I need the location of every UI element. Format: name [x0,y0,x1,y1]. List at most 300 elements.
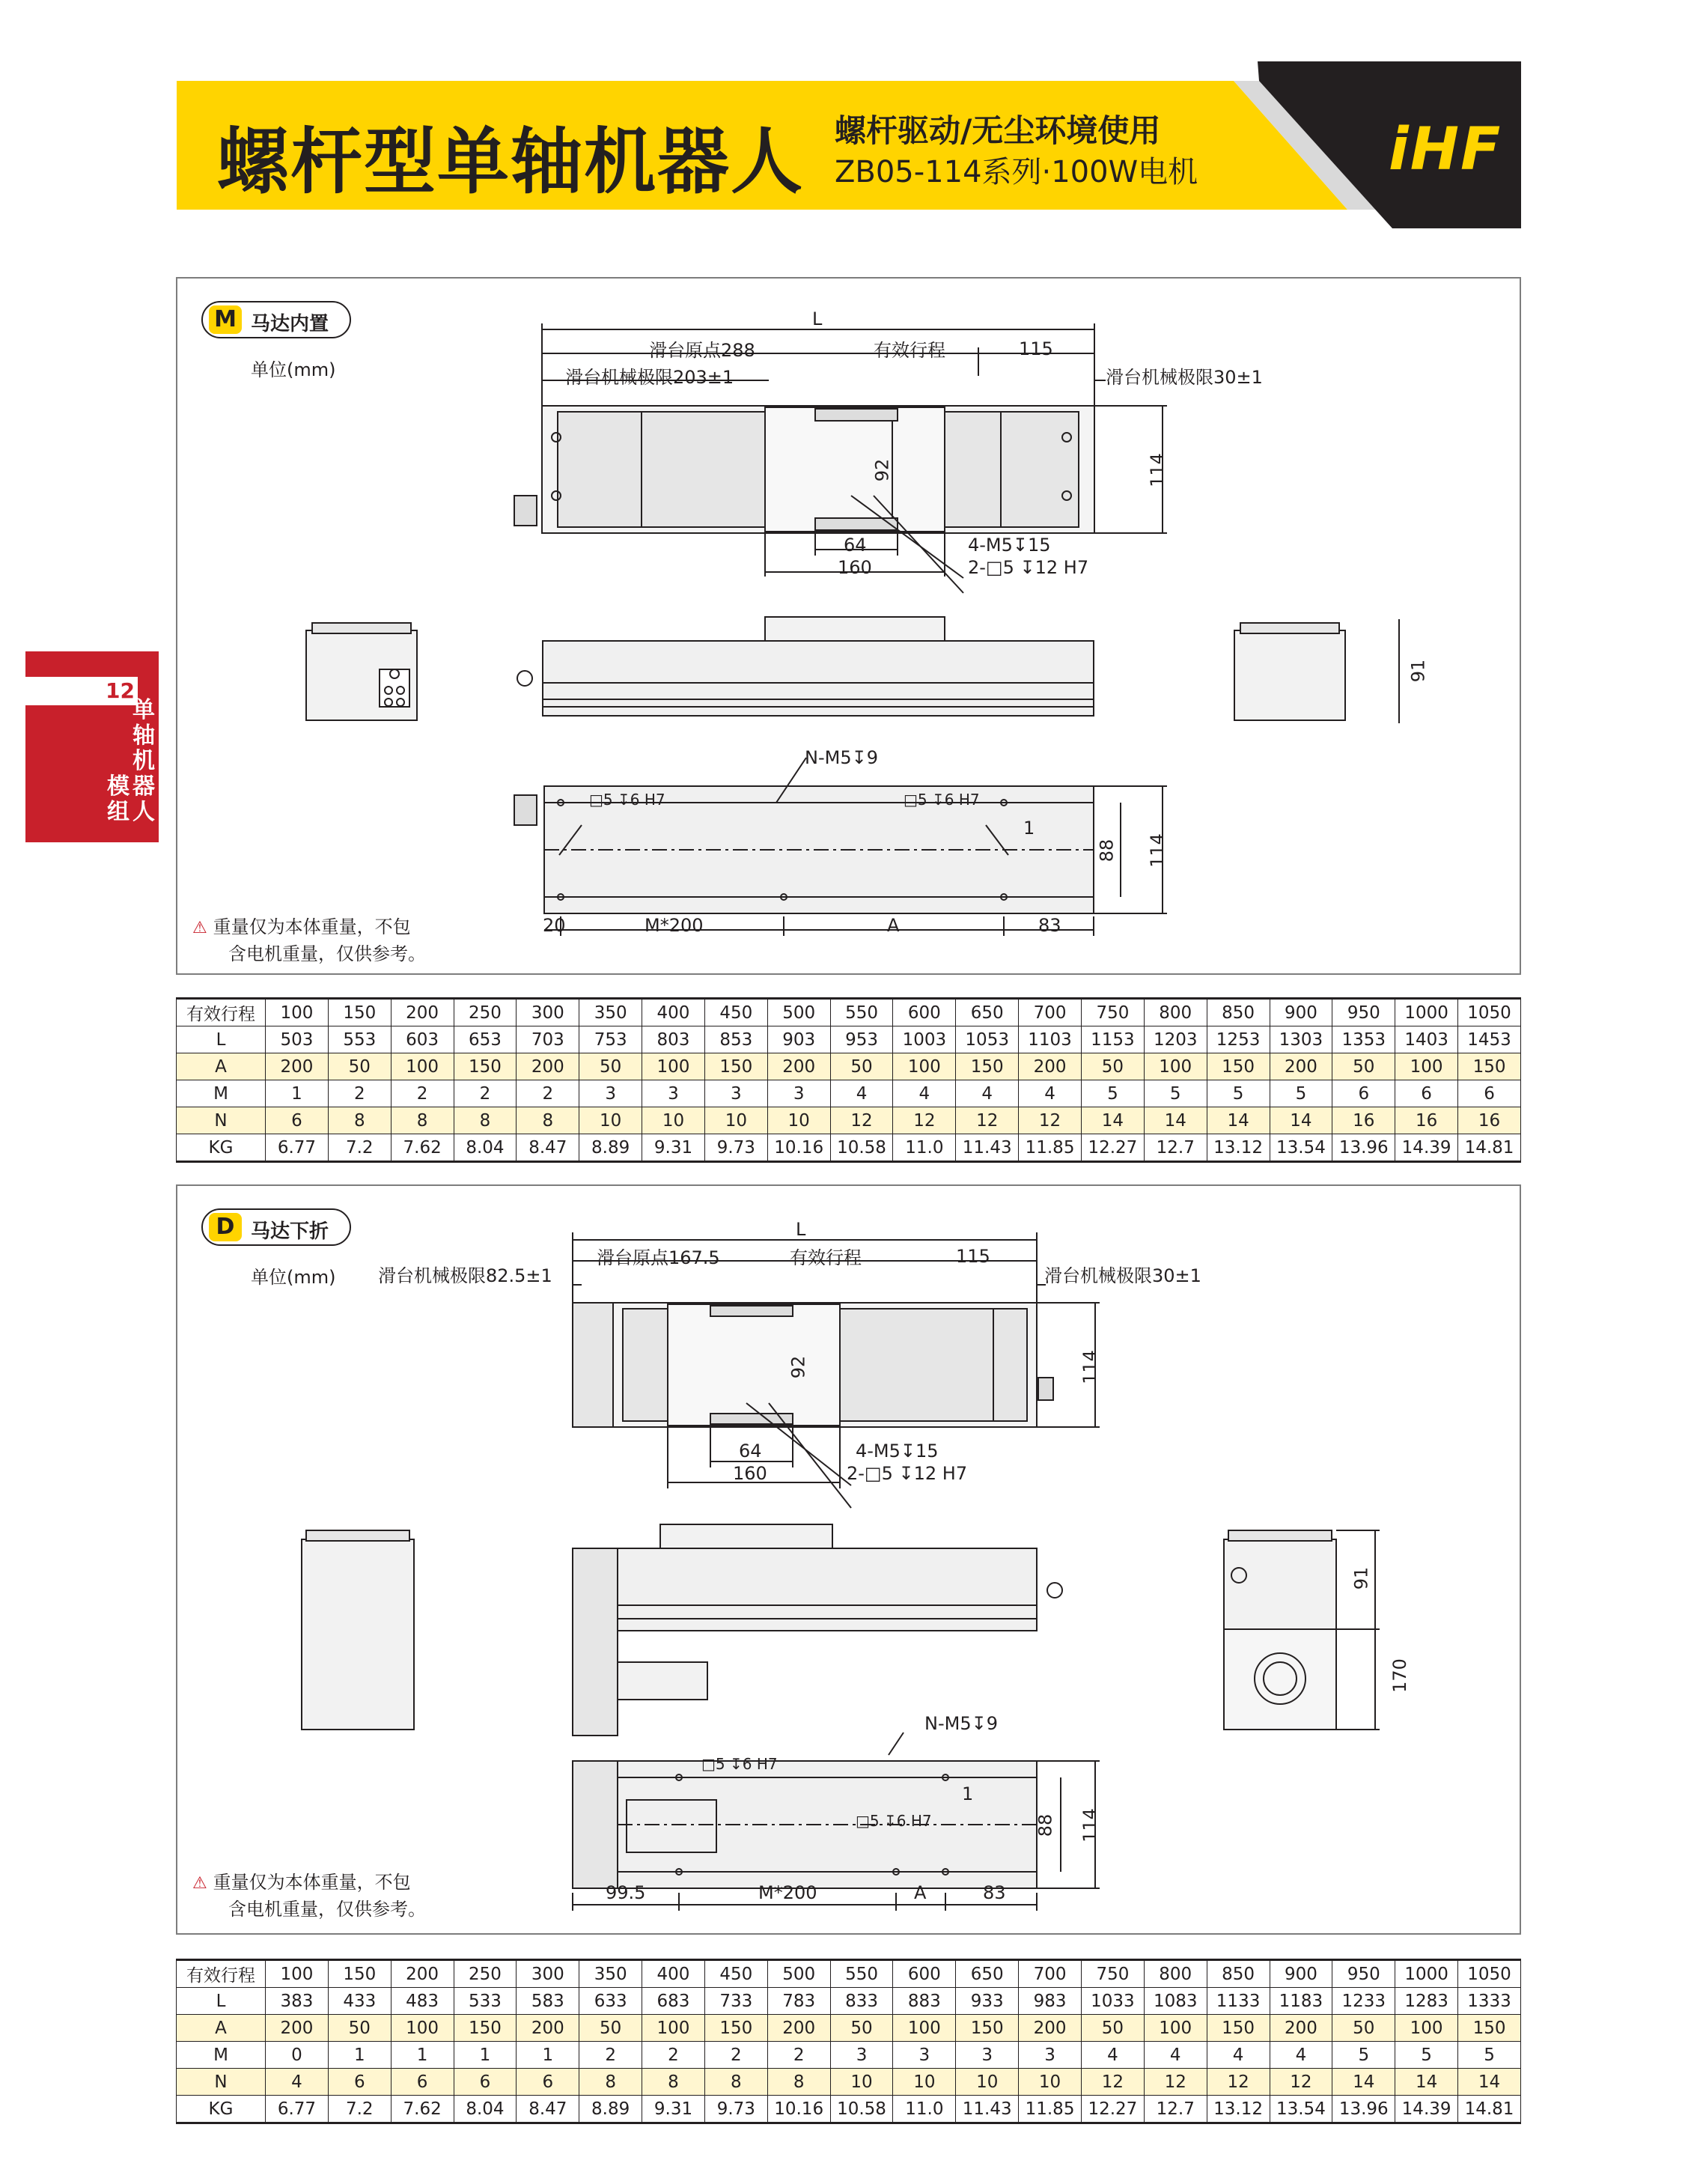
table-cell: 8 [391,1107,454,1134]
dim-160: 160 [733,1463,767,1484]
table-cell: 800 [1144,999,1207,1026]
table-cell: 2 [328,1080,391,1107]
dim-pin2: □5 ↧6 H7 [904,791,980,809]
table-cell: 500 [767,1960,830,1988]
dim-mech-right: 滑台机械极限30±1 [1044,1265,1201,1286]
dim-114: 114 [1079,1350,1100,1384]
dim-64: 64 [844,535,867,556]
table-cell: 6 [328,2069,391,2096]
table-cell: 13.96 [1332,1134,1395,1162]
dim-170: 170 [1389,1658,1410,1693]
table-cell: 2 [767,2042,830,2069]
table-cell: 100 [1395,2015,1458,2042]
table-cell: 3 [893,2042,956,2069]
table-cell: 8.04 [454,1134,517,1162]
table-cell: 2 [642,2042,705,2069]
table-cell: 100 [391,2015,454,2042]
table-cell: 8.89 [579,1134,642,1162]
table-cell: 100 [1395,1053,1458,1080]
table-cell: 150 [454,1053,517,1080]
dim-64: 64 [739,1441,762,1461]
table-cell: 633 [579,1988,642,2015]
table-cell: 1283 [1395,1988,1458,2015]
row-header: 有效行程 [177,999,266,1026]
table-cell: 14 [1144,1107,1207,1134]
row-header: M [177,2042,266,2069]
table-cell: 550 [830,1960,893,1988]
table-cell: 6 [1458,1080,1521,1107]
dim-99-5: 99.5 [606,1882,646,1903]
dim-pin1: □5 ↧6 H7 [589,791,665,809]
dim-stroke: 有效行程 [874,340,945,361]
table-cell: 150 [328,999,391,1026]
table-cell: 150 [454,2015,517,2042]
table-cell: 2 [517,1080,579,1107]
table-cell: 14 [1395,2069,1458,2096]
table-cell: 12.7 [1144,2096,1207,2123]
badge-label: 马达下折 [251,1220,329,1243]
table-cell: 1453 [1458,1026,1521,1053]
badge-letter: M [209,305,242,334]
table-cell: 6.77 [266,2096,329,2123]
table-cell: 700 [1019,999,1082,1026]
table-cell: 13.12 [1207,1134,1270,1162]
table-cell: 1333 [1458,1988,1521,2015]
table-cell: 383 [266,1988,329,2015]
table-row [177,999,1521,1026]
table-cell: 4 [266,2069,329,2096]
table-cell: 250 [454,1960,517,1988]
table-cell: 16 [1332,1107,1395,1134]
dim-115: 115 [956,1246,990,1267]
bottom-view [514,758,1167,936]
table-cell: 850 [1207,1960,1270,1988]
table-cell: 10 [579,1107,642,1134]
table-cell: 11.85 [1019,1134,1082,1162]
table-cell: 3 [704,1080,767,1107]
dim-1: 1 [962,1783,974,1804]
table-cell: 583 [517,1988,579,2015]
table-cell: 950 [1332,1960,1395,1988]
table-cell: 4 [1207,2042,1270,2069]
table-cell: 1003 [893,1026,956,1053]
dim-A: A [887,915,900,936]
table-cell: 12 [1144,2069,1207,2096]
table-cell: 350 [579,999,642,1026]
table-cell: 8 [454,1107,517,1134]
table-cell: 150 [1207,1053,1270,1080]
table-cell: 12 [956,1107,1019,1134]
table-cell: 250 [454,999,517,1026]
table-cell: 10.16 [767,2096,830,2123]
table-cell: 50 [328,1053,391,1080]
table-cell: 50 [1081,1053,1144,1080]
table-cell: 2 [704,2042,767,2069]
dim-L: L [796,1219,806,1240]
dim-114b: 114 [1079,1808,1100,1843]
table-row [177,1988,1521,2015]
table-cell: 50 [328,2015,391,2042]
chapter-tab [25,651,159,842]
dim-160: 160 [838,557,872,578]
table-cell: 14 [1332,2069,1395,2096]
table-cell: 1050 [1458,999,1521,1026]
table-cell: 3 [642,1080,705,1107]
table-cell: 8 [579,2069,642,2096]
table-cell: 9.31 [642,1134,705,1162]
dim-20: 20 [543,915,566,936]
row-header: 有效行程 [177,1960,266,1988]
table-cell: 4 [956,1080,1019,1107]
table-cell: 50 [579,2015,642,2042]
table-cell: 7.62 [391,2096,454,2123]
table-cell: 14 [1207,1107,1270,1134]
dim-nm5: N-M5↧9 [805,747,878,768]
table-cell: 10 [1019,2069,1082,2096]
dim-91: 91 [1407,659,1429,683]
table-cell: 150 [1207,2015,1270,2042]
dim-mech-left: 滑台机械极限82.5±1 [378,1265,552,1286]
table-cell: 783 [767,1988,830,2015]
table-cell: 1 [454,2042,517,2069]
table-cell: 400 [642,999,705,1026]
table-cell: 753 [579,1026,642,1053]
table-row [177,1134,1521,1162]
table-cell: 4 [830,1080,893,1107]
badge-label: 马达内置 [251,313,329,335]
table-cell: 1 [391,2042,454,2069]
note-line-1: 重量仅为本体重量，不包 [213,1872,411,1893]
table-cell: 16 [1458,1107,1521,1134]
table-cell: 650 [956,999,1019,1026]
table-cell: 1053 [956,1026,1019,1053]
badge-letter: D [209,1213,242,1241]
table-cell: 7.2 [328,2096,391,2123]
table-cell: 100 [391,1053,454,1080]
page-header [0,0,1697,247]
table-cell: 16 [1395,1107,1458,1134]
section-d-drawing [177,1186,1520,1933]
section-m-drawing [177,279,1520,973]
dim-114: 114 [1146,453,1168,487]
table-cell: 13.54 [1270,2096,1332,2123]
table-cell: 50 [1332,2015,1395,2042]
table-cell: 100 [1144,1053,1207,1080]
table-cell: 850 [1207,999,1270,1026]
table-cell: 550 [830,999,893,1026]
table-cell: 12.27 [1081,1134,1144,1162]
table-cell: 12.7 [1144,1134,1207,1162]
table-cell: 150 [956,1053,1019,1080]
table-cell: 7.62 [391,1134,454,1162]
table-cell: 803 [642,1026,705,1053]
side-view [517,617,1094,716]
table-cell: 14 [1458,2069,1521,2096]
table-cell: 3 [1019,2042,1082,2069]
note-line-2: 含电机重量，仅供参考。 [228,943,426,964]
table-cell: 1183 [1270,1988,1332,2015]
table-cell: 1000 [1395,1960,1458,1988]
table-cell: 12 [1270,2069,1332,2096]
table-cell: 350 [579,1960,642,1988]
table-cell: 600 [893,1960,956,1988]
table-cell: 50 [1332,1053,1395,1080]
table-cell: 503 [266,1026,329,1053]
dim-115: 115 [1019,338,1053,359]
table-cell: 14.81 [1458,1134,1521,1162]
table-cell: 10.58 [830,1134,893,1162]
table-cell: 703 [517,1026,579,1053]
chapter-title-col1: 单轴机器人 [132,697,155,825]
table-row [177,1960,1521,1988]
row-header: N [177,2069,266,2096]
table-cell: 100 [642,2015,705,2042]
table-cell: 750 [1081,1960,1144,1988]
table-cell: 10 [830,2069,893,2096]
note-line-2: 含电机重量，仅供参考。 [228,1899,426,1920]
table-cell: 100 [893,1053,956,1080]
table-cell: 8 [767,2069,830,2096]
warning-icon: ⚠ [192,1874,207,1893]
table-cell: 400 [642,1960,705,1988]
row-header: A [177,2015,266,2042]
table-cell: 11.43 [956,2096,1019,2123]
table-cell: 4 [893,1080,956,1107]
chapter-number: 12 [25,677,138,705]
table-cell: 12 [1081,2069,1144,2096]
table-cell: 2 [454,1080,517,1107]
bottom-view [573,1733,1100,1911]
table-cell: 6 [517,2069,579,2096]
table-cell: 1 [517,2042,579,2069]
dim-88: 88 [1096,839,1118,863]
table-cell: 200 [767,1053,830,1080]
dim-pin2: □5 ↧6 H7 [856,1812,932,1830]
table-cell: 100 [1144,2015,1207,2042]
note-line-1: 重量仅为本体重量，不包 [213,916,411,937]
table-cell: 1 [266,1080,329,1107]
dim-origin: 滑台原点288 [649,340,755,361]
table-cell: 800 [1144,1960,1207,1988]
table-cell: 603 [391,1026,454,1053]
dim-mech-right: 滑台机械极限30±1 [1106,367,1263,388]
top-view [573,1232,1100,1508]
section-m-panel [176,277,1521,975]
row-header: KG [177,2096,266,2123]
page-subtitle-2: ZB05-114系列·100W电机 [835,155,1198,189]
table-cell: 3 [767,1080,830,1107]
table-cell: 1133 [1207,1988,1270,2015]
table-cell: 12.27 [1081,2096,1144,2123]
table-row [177,1026,1521,1053]
table-cell: 150 [956,2015,1019,2042]
table-cell: 200 [391,999,454,1026]
dim-stroke: 有效行程 [790,1247,862,1268]
table-cell: 1253 [1207,1026,1270,1053]
table-cell: 50 [1081,2015,1144,2042]
table-cell: 5 [1395,2042,1458,2069]
dim-92: 92 [787,1355,809,1379]
table-cell: 553 [328,1026,391,1053]
dim-m200: M*200 [758,1882,817,1903]
table-cell: 10.58 [830,2096,893,2123]
table-cell: 9.73 [704,1134,767,1162]
table-cell: 0 [266,2042,329,2069]
table-cell: 8.47 [517,2096,579,2123]
dim-83: 83 [983,1882,1006,1903]
spec-table-m [176,997,1521,1163]
table-cell: 11.43 [956,1134,1019,1162]
table-cell: 433 [328,1988,391,2015]
table-cell: 8.47 [517,1134,579,1162]
unit-label: 单位(mm) [251,359,336,380]
row-header: L [177,1988,266,2015]
table-cell: 8 [328,1107,391,1134]
dim-nm5: N-M5↧9 [924,1713,998,1734]
table-cell: 700 [1019,1960,1082,1988]
table-row [177,2042,1521,2069]
table-cell: 6 [1395,1080,1458,1107]
table-cell: 833 [830,1988,893,2015]
table-cell: 200 [1270,2015,1332,2042]
table-cell: 6.77 [266,1134,329,1162]
dim-hole1: 4-M5↧15 [856,1441,939,1461]
table-cell: 200 [517,1053,579,1080]
table-cell: 100 [266,999,329,1026]
row-header: KG [177,1134,266,1162]
table-cell: 6 [391,2069,454,2096]
table-cell: 5 [1332,2042,1395,2069]
dim-L: L [812,308,823,329]
spec-table-d [176,1959,1521,2124]
dim-92: 92 [871,458,893,482]
table-cell: 300 [517,999,579,1026]
table-cell: 200 [767,2015,830,2042]
table-cell: 6 [454,2069,517,2096]
table-cell: 6 [266,1107,329,1134]
table-cell: 50 [830,1053,893,1080]
table-cell: 950 [1332,999,1395,1026]
table-cell: 100 [266,1960,329,1988]
dim-hole1: 4-M5↧15 [968,535,1051,556]
table-cell: 150 [1458,1053,1521,1080]
table-cell: 983 [1019,1988,1082,2015]
table-cell: 1233 [1332,1988,1395,2015]
table-cell: 14.81 [1458,2096,1521,2123]
dim-83: 83 [1038,915,1061,936]
dim-A: A [914,1882,927,1903]
table-cell: 683 [642,1988,705,2015]
chapter-title-col2: 模组 [107,773,130,825]
table-cell: 1033 [1081,1988,1144,2015]
table-cell: 50 [830,2015,893,2042]
table-cell: 900 [1270,999,1332,1026]
table-cell: 14 [1270,1107,1332,1134]
table-cell: 2 [391,1080,454,1107]
table-cell: 300 [517,1960,579,1988]
table-cell: 900 [1270,1960,1332,1988]
table-cell: 100 [893,2015,956,2042]
table-cell: 1303 [1270,1026,1332,1053]
table-cell: 10 [956,2069,1019,2096]
table-cell: 883 [893,1988,956,2015]
dim-pin1: □5 ↧6 H7 [701,1755,778,1773]
table-row [177,2069,1521,2096]
table-cell: 200 [517,2015,579,2042]
dim-hole2: 2-□5 ↧12 H7 [968,557,1089,578]
table-row [177,1053,1521,1080]
dim-m200: M*200 [645,915,704,936]
table-cell: 1000 [1395,999,1458,1026]
table-cell: 11.0 [893,2096,956,2123]
table-cell: 1203 [1144,1026,1207,1053]
dim-91: 91 [1350,1566,1372,1590]
table-cell: 12 [893,1107,956,1134]
table-cell: 12 [1019,1107,1082,1134]
table-cell: 733 [704,1988,767,2015]
table-cell: 3 [956,2042,1019,2069]
section-d-panel [176,1184,1521,1935]
unit-label: 单位(mm) [251,1267,336,1288]
table-cell: 11.85 [1019,2096,1082,2123]
table-cell: 1103 [1019,1026,1082,1053]
table-cell: 450 [704,999,767,1026]
table-cell: 750 [1081,999,1144,1026]
table-cell: 600 [893,999,956,1026]
table-cell: 150 [704,2015,767,2042]
page-title: 螺杆型单轴机器人 [217,120,804,204]
table-cell: 50 [579,1053,642,1080]
table-cell: 8 [517,1107,579,1134]
table-cell: 650 [956,1960,1019,1988]
table-cell: 1 [328,2042,391,2069]
table-cell: 533 [454,1988,517,2015]
table-cell: 1353 [1332,1026,1395,1053]
table-cell: 6 [1332,1080,1395,1107]
table-cell: 10 [642,1107,705,1134]
table-row [177,1080,1521,1107]
table-cell: 4 [1081,2042,1144,2069]
table-cell: 2 [579,2042,642,2069]
dim-88: 88 [1035,1813,1056,1837]
table-cell: 10 [767,1107,830,1134]
row-header: N [177,1107,266,1134]
table-cell: 5 [1144,1080,1207,1107]
table-cell: 10 [704,1107,767,1134]
table-cell: 200 [266,2015,329,2042]
table-row [177,2015,1521,2042]
table-cell: 200 [1019,2015,1082,2042]
table-cell: 933 [956,1988,1019,2015]
table-cell: 450 [704,1960,767,1988]
table-cell: 1153 [1081,1026,1144,1053]
table-cell: 200 [391,1960,454,1988]
table-row [177,1107,1521,1134]
table-cell: 11.0 [893,1134,956,1162]
table-cell: 483 [391,1988,454,2015]
table-cell: 12 [830,1107,893,1134]
table-cell: 150 [1458,2015,1521,2042]
table-cell: 1403 [1395,1026,1458,1053]
dim-origin: 滑台原点167.5 [597,1247,720,1268]
dim-mech-left: 滑台机械极限203±1 [565,367,734,388]
table-cell: 4 [1270,2042,1332,2069]
side-view [573,1524,1062,1736]
warning-icon: ⚠ [192,919,207,937]
table-cell: 4 [1019,1080,1082,1107]
table-cell: 500 [767,999,830,1026]
table-cell: 1083 [1144,1988,1207,2015]
